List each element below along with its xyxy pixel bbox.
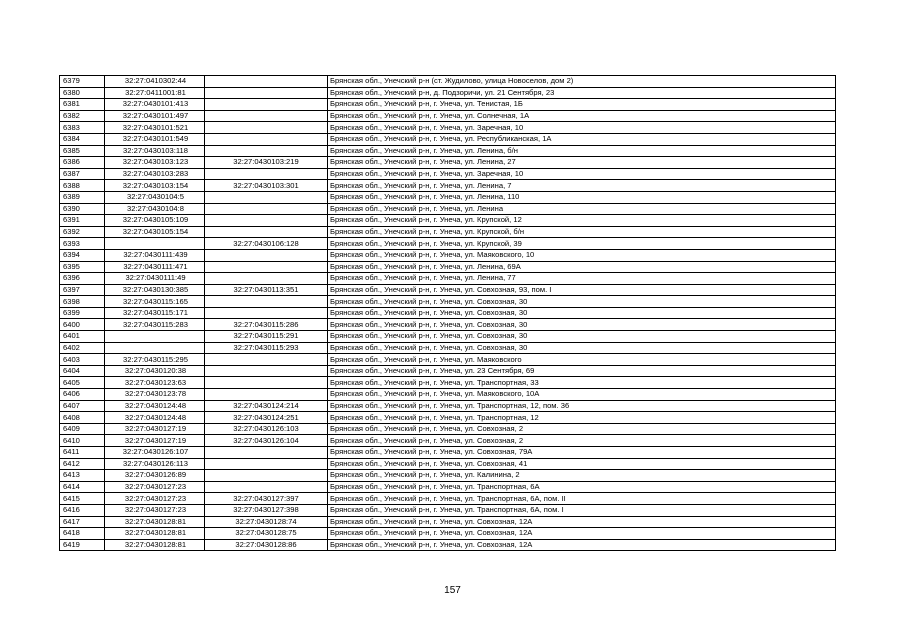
cadastral-number-cell: 32:27:0430123:63 — [105, 377, 205, 389]
table-row — [60, 87, 836, 99]
table-row — [60, 284, 836, 296]
cadastral-number-cell: 32:27:0430127:19 — [105, 435, 205, 447]
related-cadastral-number-cell — [205, 389, 328, 401]
table-row — [60, 191, 836, 203]
row-number-cell: 6379 — [60, 76, 105, 88]
row-number-cell: 6396 — [60, 273, 105, 285]
related-cadastral-number-cell: 32:27:0430115:293 — [205, 342, 328, 354]
related-cadastral-number-cell: 32:27:0430128:74 — [205, 516, 328, 528]
row-number-cell: 6400 — [60, 319, 105, 331]
address-cell: Брянская обл., Унечский р-н, г. Унеча, ул. Солнечная, 1А — [328, 110, 836, 122]
row-number-cell: 6386 — [60, 157, 105, 169]
related-cadastral-number-cell: 32:27:0430126:104 — [205, 435, 328, 447]
related-cadastral-number-cell — [205, 261, 328, 273]
related-cadastral-number-cell — [205, 377, 328, 389]
cadastral-number-cell: 32:27:0430101:413 — [105, 99, 205, 111]
row-number-cell: 6414 — [60, 481, 105, 493]
table-row — [60, 180, 836, 192]
related-cadastral-number-cell — [205, 99, 328, 111]
related-cadastral-number-cell — [205, 481, 328, 493]
related-cadastral-number-cell: 32:27:0430103:301 — [205, 180, 328, 192]
table-row — [60, 215, 836, 227]
table-row — [60, 412, 836, 424]
row-number-cell: 6402 — [60, 342, 105, 354]
address-cell: Брянская обл., Унечский р-н, г. Унеча, ул. Ленина, 7 — [328, 180, 836, 192]
address-cell: Брянская обл., Унечский р-н, г. Унеча, ул. Заречная, 10 — [328, 122, 836, 134]
address-cell: Брянская обл., Унечский р-н, г. Унеча, ул. Совхозная, 79А — [328, 447, 836, 459]
cadastral-number-cell: 32:27:0430126:107 — [105, 447, 205, 459]
cadastral-number-cell: 32:27:0430115:165 — [105, 296, 205, 308]
cadastral-number-cell: 32:27:0430128:81 — [105, 539, 205, 551]
address-cell: Брянская обл., Унечский р-н, г. Унеча, ул. Крупской, б/н — [328, 226, 836, 238]
address-cell: Брянская обл., Унечский р-н, г. Унеча, ул. Крупской, 12 — [328, 215, 836, 227]
row-number-cell: 6397 — [60, 284, 105, 296]
address-cell: Брянская обл., Унечский р-н, г. Унеча, ул. Ленина, 110 — [328, 191, 836, 203]
table-row — [60, 354, 836, 366]
row-number-cell: 6381 — [60, 99, 105, 111]
address-cell: Брянская обл., Унечский р-н, г. Унеча, ул. Совхозная, 2 — [328, 435, 836, 447]
address-cell: Брянская обл., Унечский р-н, г. Унеча, ул. Транспортная, 12, пом. 36 — [328, 400, 836, 412]
address-cell: Брянская обл., Унечский р-н, г. Унеча, ул. Совхозная, 30 — [328, 296, 836, 308]
address-cell: Брянская обл., Унечский р-н, г. Унеча, ул. Совхозная, 12А — [328, 539, 836, 551]
cadastral-number-cell: 32:27:0430103:154 — [105, 180, 205, 192]
table-row — [60, 122, 836, 134]
row-number-cell: 6385 — [60, 145, 105, 157]
table-row — [60, 504, 836, 516]
related-cadastral-number-cell: 32:27:0430106:128 — [205, 238, 328, 250]
related-cadastral-number-cell — [205, 365, 328, 377]
cadastral-number-cell: 32:27:0430105:154 — [105, 226, 205, 238]
address-cell: Брянская обл., Унечский р-н, г. Унеча, ул. Ленина, 27 — [328, 157, 836, 169]
row-number-cell: 6416 — [60, 504, 105, 516]
table-row — [60, 145, 836, 157]
table-row — [60, 400, 836, 412]
table-row — [60, 261, 836, 273]
row-number-cell: 6405 — [60, 377, 105, 389]
table-row — [60, 99, 836, 111]
cadastral-number-cell: 32:27:0430120:38 — [105, 365, 205, 377]
table-row — [60, 423, 836, 435]
table-row — [60, 528, 836, 540]
related-cadastral-number-cell — [205, 133, 328, 145]
cadastral-number-cell: 32:27:0411001:81 — [105, 87, 205, 99]
related-cadastral-number-cell — [205, 110, 328, 122]
address-cell: Брянская обл., Унечский р-н, г. Унеча, ул. Транспортная, 6А, пом. I — [328, 504, 836, 516]
row-number-cell: 6392 — [60, 226, 105, 238]
cadastral-number-cell: 32:27:0430101:497 — [105, 110, 205, 122]
cadastral-number-cell: 32:27:0430130:385 — [105, 284, 205, 296]
cadastral-number-cell: 32:27:0430127:23 — [105, 481, 205, 493]
related-cadastral-number-cell: 32:27:0430113:351 — [205, 284, 328, 296]
table-row — [60, 435, 836, 447]
row-number-cell: 6399 — [60, 307, 105, 319]
related-cadastral-number-cell: 32:27:0430115:286 — [205, 319, 328, 331]
table-row — [60, 319, 836, 331]
table-row — [60, 296, 836, 308]
table-row — [60, 133, 836, 145]
row-number-cell: 6411 — [60, 447, 105, 459]
address-cell: Брянская обл., Унечский р-н, г. Унеча, ул. Транспортная, 6А, пом. II — [328, 493, 836, 505]
table-row — [60, 342, 836, 354]
cadastral-number-cell: 32:27:0430126:89 — [105, 470, 205, 482]
address-cell: Брянская обл., Унечский р-н, г. Унеча, ул. Транспортная, 12 — [328, 412, 836, 424]
related-cadastral-number-cell — [205, 307, 328, 319]
cadastral-number-cell: 32:27:0430124:48 — [105, 412, 205, 424]
address-cell: Брянская обл., Унечский р-н, г. Унеча, ул. Ленина, 77 — [328, 273, 836, 285]
row-number-cell: 6412 — [60, 458, 105, 470]
address-cell: Брянская обл., Унечский р-н, г. Унеча, ул. Совхозная, 2 — [328, 423, 836, 435]
cadastral-number-cell: 32:27:0430103:118 — [105, 145, 205, 157]
table-row — [60, 273, 836, 285]
related-cadastral-number-cell — [205, 470, 328, 482]
address-cell: Брянская обл., Унечский р-н, г. Унеча, ул. Совхозная, 30 — [328, 319, 836, 331]
address-cell: Брянская обл., Унечский р-н, г. Унеча, ул. Маяковского, 10 — [328, 249, 836, 261]
table-row — [60, 365, 836, 377]
related-cadastral-number-cell — [205, 249, 328, 261]
cadastral-number-cell: 32:27:0430101:549 — [105, 133, 205, 145]
related-cadastral-number-cell: 32:27:0430127:398 — [205, 504, 328, 516]
table-row — [60, 458, 836, 470]
row-number-cell: 6417 — [60, 516, 105, 528]
cadastral-number-cell: 32:27:0430111:471 — [105, 261, 205, 273]
address-cell: Брянская обл., Унечский р-н, г. Унеча, ул. Совхозная, 30 — [328, 331, 836, 343]
table-row — [60, 307, 836, 319]
address-cell: Брянская обл., Унечский р-н, д. Подзоричи, ул. 21 Сентября, 23 — [328, 87, 836, 99]
row-number-cell: 6418 — [60, 528, 105, 540]
row-number-cell: 6383 — [60, 122, 105, 134]
row-number-cell: 6394 — [60, 249, 105, 261]
row-number-cell: 6382 — [60, 110, 105, 122]
cadastral-number-cell: 32:27:0430124:48 — [105, 400, 205, 412]
related-cadastral-number-cell: 32:27:0430103:219 — [205, 157, 328, 169]
row-number-cell: 6391 — [60, 215, 105, 227]
row-number-cell: 6387 — [60, 168, 105, 180]
table-row — [60, 470, 836, 482]
address-cell: Брянская обл., Унечский р-н, г. Унеча, ул. Республиканская, 1А — [328, 133, 836, 145]
cadastral-number-cell: 32:27:0430128:81 — [105, 528, 205, 540]
cadastral-number-cell: 32:27:0430127:23 — [105, 493, 205, 505]
related-cadastral-number-cell: 32:27:0430128:86 — [205, 539, 328, 551]
related-cadastral-number-cell — [205, 203, 328, 215]
table-row — [60, 331, 836, 343]
cadastral-number-cell: 32:27:0430127:23 — [105, 504, 205, 516]
cadastral-number-cell: 32:27:0430104:5 — [105, 191, 205, 203]
related-cadastral-number-cell — [205, 226, 328, 238]
address-cell: Брянская обл., Унечский р-н, г. Унеча, ул. Совхозная, 30 — [328, 342, 836, 354]
row-number-cell: 6398 — [60, 296, 105, 308]
table-row — [60, 110, 836, 122]
related-cadastral-number-cell: 32:27:0430127:397 — [205, 493, 328, 505]
address-cell: Брянская обл., Унечский р-н, г. Унеча, ул. Калинина, 2 — [328, 470, 836, 482]
address-cell: Брянская обл., Унечский р-н, г. Унеча, ул. Ленина — [328, 203, 836, 215]
address-cell: Брянская обл., Унечский р-н, г. Унеча, ул. Ленина, б/н — [328, 145, 836, 157]
related-cadastral-number-cell — [205, 458, 328, 470]
address-cell: Брянская обл., Унечский р-н, г. Унеча, ул. Маяковского — [328, 354, 836, 366]
row-number-cell: 6409 — [60, 423, 105, 435]
table-row — [60, 447, 836, 459]
related-cadastral-number-cell — [205, 145, 328, 157]
row-number-cell: 6419 — [60, 539, 105, 551]
row-number-cell: 6384 — [60, 133, 105, 145]
table-body — [60, 76, 836, 551]
address-cell: Брянская обл., Унечский р-н, г. Унеча, ул. Тенистая, 1Б — [328, 99, 836, 111]
row-number-cell: 6389 — [60, 191, 105, 203]
table-row — [60, 157, 836, 169]
cadastral-number-cell: 32:27:0430126:113 — [105, 458, 205, 470]
cadastral-number-cell: 32:27:0410302:44 — [105, 76, 205, 88]
row-number-cell: 6407 — [60, 400, 105, 412]
row-number-cell: 6380 — [60, 87, 105, 99]
registry-table — [59, 75, 836, 551]
row-number-cell: 6413 — [60, 470, 105, 482]
cadastral-number-cell: 32:27:0430128:81 — [105, 516, 205, 528]
row-number-cell: 6408 — [60, 412, 105, 424]
table-row — [60, 377, 836, 389]
table-row — [60, 238, 836, 250]
cadastral-number-cell: 32:27:0430115:171 — [105, 307, 205, 319]
cadastral-number-cell: 32:27:0430111:439 — [105, 249, 205, 261]
cadastral-number-cell: 32:27:0430111:49 — [105, 273, 205, 285]
table-row — [60, 481, 836, 493]
cadastral-number-cell: 32:27:0430104:8 — [105, 203, 205, 215]
related-cadastral-number-cell — [205, 168, 328, 180]
address-cell: Брянская обл., Унечский р-н, г. Унеча, ул. Совхозная, 12А — [328, 528, 836, 540]
address-cell: Брянская обл., Унечский р-н, г. Унеча, ул. Совхозная, 93, пом. I — [328, 284, 836, 296]
address-cell: Брянская обл., Унечский р-н, г. Унеча, ул. Крупской, 39 — [328, 238, 836, 250]
cadastral-number-cell: 32:27:0430123:78 — [105, 389, 205, 401]
table-row — [60, 539, 836, 551]
cadastral-number-cell: 32:27:0430103:123 — [105, 157, 205, 169]
related-cadastral-number-cell — [205, 354, 328, 366]
cadastral-number-cell: 32:27:0430115:283 — [105, 319, 205, 331]
row-number-cell: 6404 — [60, 365, 105, 377]
related-cadastral-number-cell — [205, 76, 328, 88]
cadastral-number-cell: 32:27:0430101:521 — [105, 122, 205, 134]
table-row — [60, 168, 836, 180]
page-number: 157 — [444, 585, 461, 596]
cadastral-number-cell — [105, 238, 205, 250]
related-cadastral-number-cell — [205, 191, 328, 203]
row-number-cell: 6410 — [60, 435, 105, 447]
address-cell: Брянская обл., Унечский р-н, г. Унеча, ул. Совхозная, 12А — [328, 516, 836, 528]
address-cell: Брянская обл., Унечский р-н (ст. Жудилово, улица Новоселов, дом 2) — [328, 76, 836, 88]
table-row — [60, 249, 836, 261]
table-row — [60, 226, 836, 238]
related-cadastral-number-cell: 32:27:0430124:251 — [205, 412, 328, 424]
table-row — [60, 203, 836, 215]
row-number-cell: 6395 — [60, 261, 105, 273]
cadastral-number-cell — [105, 331, 205, 343]
address-cell: Брянская обл., Унечский р-н, г. Унеча, ул. Транспортная, 6А — [328, 481, 836, 493]
related-cadastral-number-cell — [205, 296, 328, 308]
related-cadastral-number-cell: 32:27:0430128:75 — [205, 528, 328, 540]
cadastral-number-cell: 32:27:0430115:295 — [105, 354, 205, 366]
related-cadastral-number-cell — [205, 122, 328, 134]
row-number-cell: 6390 — [60, 203, 105, 215]
row-number-cell: 6401 — [60, 331, 105, 343]
related-cadastral-number-cell: 32:27:0430115:291 — [205, 331, 328, 343]
address-cell: Брянская обл., Унечский р-н, г. Унеча, ул. Маяковского, 10А — [328, 389, 836, 401]
related-cadastral-number-cell — [205, 87, 328, 99]
cadastral-number-cell: 32:27:0430105:109 — [105, 215, 205, 227]
related-cadastral-number-cell — [205, 273, 328, 285]
address-cell: Брянская обл., Унечский р-н, г. Унеча, ул. Ленина, 69А — [328, 261, 836, 273]
address-cell: Брянская обл., Унечский р-н, г. Унеча, ул. Транспортная, 33 — [328, 377, 836, 389]
cadastral-number-cell — [105, 342, 205, 354]
address-cell: Брянская обл., Унечский р-н, г. Унеча, ул. Заречная, 10 — [328, 168, 836, 180]
table-row — [60, 493, 836, 505]
row-number-cell: 6393 — [60, 238, 105, 250]
address-cell: Брянская обл., Унечский р-н, г. Унеча, ул. Совхозная, 30 — [328, 307, 836, 319]
address-cell: Брянская обл., Унечский р-н, г. Унеча, ул. Совхозная, 41 — [328, 458, 836, 470]
related-cadastral-number-cell: 32:27:0430124:214 — [205, 400, 328, 412]
row-number-cell: 6415 — [60, 493, 105, 505]
row-number-cell: 6406 — [60, 389, 105, 401]
row-number-cell: 6388 — [60, 180, 105, 192]
row-number-cell: 6403 — [60, 354, 105, 366]
table-row — [60, 389, 836, 401]
table-row — [60, 516, 836, 528]
cadastral-number-cell: 32:27:0430127:19 — [105, 423, 205, 435]
related-cadastral-number-cell — [205, 215, 328, 227]
related-cadastral-number-cell: 32:27:0430126:103 — [205, 423, 328, 435]
cadastral-number-cell: 32:27:0430103:283 — [105, 168, 205, 180]
related-cadastral-number-cell — [205, 447, 328, 459]
table-row — [60, 76, 836, 88]
address-cell: Брянская обл., Унечский р-н, г. Унеча, ул. 23 Сентября, 69 — [328, 365, 836, 377]
